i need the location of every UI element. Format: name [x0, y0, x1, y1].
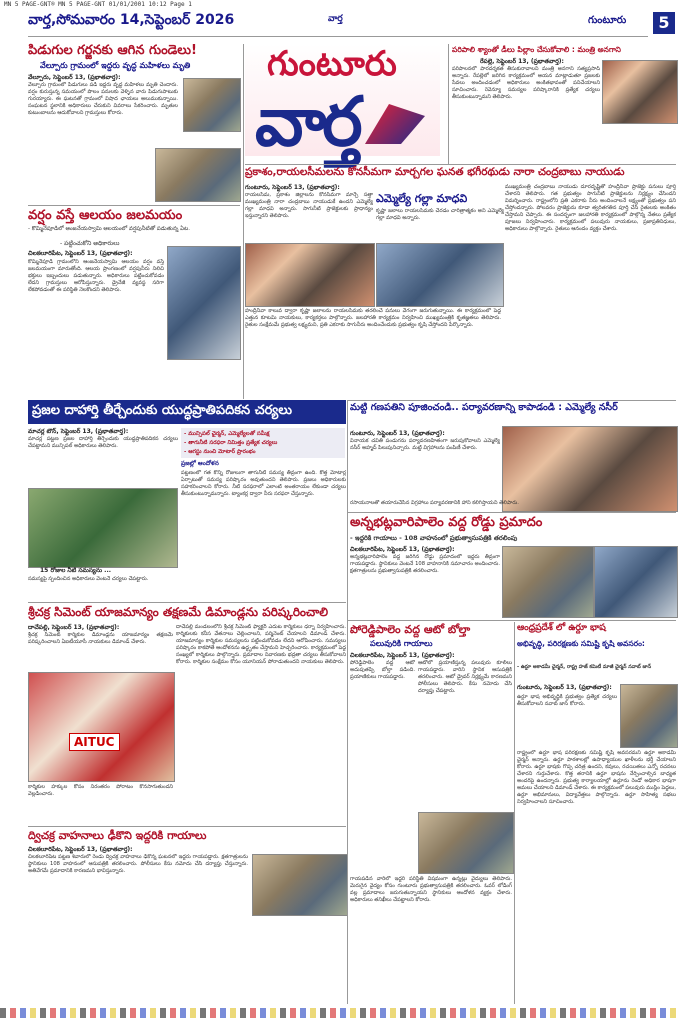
article-body: దాచేపల్లి మండలంలోని శ్రీచక్ర సిమెంట్ ఫ్యాక్టరీ ఎదుట కార్మికులు ధర్నా నిర్వహించారు. కార్మికులకు కనీస వేతనాలు చెల్లించాలని, పర్మినెంట్ చేయాలని డిమాండ్ చేశారు. యాజమాన్యం కార్మికుల సమస్యలను పట్టించుకోవడం లేదని ఆరోపించారు. సమస్యలు పరిష్కారం కాకపోతే ఆందోళనను ఉద్ధృతం చేస్తామని హెచ్చరించారు. కార్యక్రమంలో పెద్ద సంఖ్యలో కార్మికులు పాల్గొన్నారు. ప్రమాదాల నివారణకు భద్రతా చర్యలు తీసుకోవాలని కోరారు. కార్మికుల సంక్షేమం కోసం యూనియన్ పోరాడుతుందని నాయకులు తెలిపారు.	[176, 624, 346, 666]
subheadline: పలువురికి గాయాలు	[370, 639, 433, 648]
article-body: పట్టణంలో గత కొన్ని రోజులుగా తాగునీటి సమస్య తీవ్రంగా ఉంది. కొత్త మోటార్ల ఏర్పాటుతో సమస్య పరిష్కారం అవుతుందని తెలిపారు. ప్రజలు అధికారులకు సహకరించాలని కోరారు. నీటి సరఫరాలో ఎలాంటి అంతరాయం లేకుండా చర్యలు తీసుకుంటున్నామన్నారు. ట్యాంకర్ల ద్వారా నీరు సరఫరా చేస్తున్నారు.	[181, 470, 346, 498]
section-rule	[348, 620, 676, 621]
article-body: ఉర్దూ భాష అభివృద్ధికి ప్రభుత్వం ప్రత్యేక చర్యలు తీసుకోవాలని నవాబ్ జాన్ కోరారు.	[517, 694, 617, 708]
page-number: 5	[653, 12, 675, 34]
article-body: కార్మికుల హక్కుల కోసం నిరంతరం పోరాటం కొనసాగుతుందని వెల్లడించారు.	[28, 784, 173, 798]
news-photo	[245, 243, 375, 307]
dateline: మాచర్ల టౌన్, సెప్టెంబర్ 13, (ప్రభాతవార్త):	[28, 428, 129, 435]
dateline: గుంటూరు, సెప్టెంబర్ 13, (ప్రభాతవార్త):	[517, 684, 612, 691]
date-bar	[28, 12, 670, 37]
protest-banner: AITUC	[69, 733, 120, 751]
masthead	[245, 44, 440, 162]
headline: ద్విచక్ర వాహనాలు ఢీకొని ఇద్దరికి గాయాలు	[28, 829, 207, 842]
headline: పరిపాలి శ్యాంతో డీలు పిల్లాం చేసుకోవాలి : మంత్రి అనగాని	[452, 45, 621, 54]
news-photo	[252, 854, 348, 916]
headline: పోరెడ్డిపాలెం వద్ద ఆటో బోల్తా	[350, 623, 471, 636]
dateline: చిలకలూరిపేట, సెప్టెంబర్ 13, (ప్రభాతవార్త):	[28, 250, 133, 257]
section-rule	[28, 205, 240, 206]
headline: ఆంధ్రప్రదేశ్ లో ఉర్దూ భాష	[517, 623, 606, 633]
news-photo	[28, 672, 175, 782]
headline-banner	[28, 400, 346, 424]
subheadline: వేల్పూరు గ్రామంలో ఇద్దరు వృద్ధ మహిళలు మృతి	[40, 61, 191, 70]
column-divider	[243, 44, 244, 399]
article-body: కృష్ణా జలాలు రాయలసీమకు చేరడం చారిత్రాత్మకం అని ఎమ్మెల్యే గల్లా మాధవి అన్నారు.	[376, 208, 504, 222]
article-body: శ్రీచక్ర సిమెంట్ కార్మికుల డిమాండ్లను యాజమాన్యం తక్షణమే పరిష్కరించాలని ఏఐటీయూసీ నాయకులు డిమాండ్ చేశారు.	[28, 632, 173, 646]
dateline: వేల్పూరు, సెప్టెంబర్ 13, (ప్రభాతవార్త):	[28, 74, 121, 81]
headline: వర్షం వస్తే ఆలయం జలమయం	[28, 208, 183, 223]
headline: మట్టి గణపతిని పూజించండి.. పర్యావరణాన్ని కాపాడండి : ఎమ్మెల్యే నసీర్	[350, 402, 618, 413]
headline: ప్రజల దాహార్తి తీర్చేందుకు యుద్ధప్రాతిపదికన చర్యలు	[32, 403, 292, 418]
news-photo	[376, 243, 504, 307]
article-body: సమస్యపై స్పందించిన అధికారులు వెంటనే చర్యలు చేపట్టారు.	[28, 576, 149, 582]
column-divider	[514, 622, 515, 1004]
column-divider	[448, 44, 449, 164]
article-body: రాష్ట్రంలో ఉర్దూ భాష పరిరక్షణకు సమిష్టి కృషి అవసరమని ఉర్దూ అకాడమీ ఛైర్మన్ అన్నారు. ఉర్దూ పాఠశాలల్లో ఉపాధ్యాయుల ఖాళీలను భర్తీ చేయాలని కోరారు. ఉర్దూ భాషకు గొప్ప చరిత్ర ఉందని, కవులు, రచయితలు ఎన్నో రచనలు చేశారని గుర్తుచేశారు. కొత్త తరానికి ఉర్దూ భాషను నేర్పించాల్సిన బాధ్యత అందరిపై ఉందన్నారు. ప్రభుత్వ కార్యాలయాల్లో ఉర్దూను రెండో అధికార భాషగా అమలు చేయాలని డిమాండ్ చేశారు. ఈ కార్యక్రమంలో పలువురు ముస్లిం పెద్దలు, ఉర్దూ అభిమానులు, విద్యావేత్తలు పాల్గొన్నారు. ఉర్దూ సాహిత్య సభలు నిర్వహించాలని సూచించారు.	[517, 750, 676, 806]
masthead-title: గుంటూరు	[267, 44, 397, 84]
article-body: ఆటోలో ప్రయాణిస్తున్న పలువురు కూలీలు గాయపడ్డారు. వారిని స్థానిక ఆసుపత్రికి తరలించారు. ఆటో డ్రైవర్ నిర్లక్ష్యమే కారణమని పోలీసులు తెలిపారు. కేసు నమోదు చేసి దర్యాప్తు చేపట్టారు.	[418, 660, 512, 695]
kicker: - ఉర్దూ అకాడమీ ఛైర్మన్, రాష్ట్ర హజ్ కమిటీ మాజీ ఛైర్మన్ నవాబ్ జాన్	[517, 664, 652, 670]
section-rule	[348, 512, 676, 513]
subhead: ప్రజల్లో ఆందోళన	[181, 460, 219, 467]
article-body: గాయపడిన వారిలో ఇద్దరి పరిస్థితి విషమంగా ఉన్నట్లు వైద్యులు తెలిపారు. మెరుగైన వైద్యం కోసం గుంటూరు ప్రభుత్వాసుపత్రికి తరలించారు. ఓవర్ లోడింగ్ వల్ల ప్రమాదాలు జరుగుతున్నాయని స్థానికులు ఆందోళన వ్యక్తం చేశారు. అధికారులు తనిఖీలు చేపట్టాలని కోరారు.	[350, 876, 512, 904]
article-body: రాయలసీమ, ప్రకాశం జిల్లాలను కోనసీమగా మార్చే సత్తా ముఖ్యమంత్రి నారా చంద్రబాబు నాయుడుకే ఉందని ఎమ్మెల్యే గల్లా మాధవి అన్నారు. సాగునీటి ప్రాజెక్టులకు ప్రాధాన్యం ఇస్తున్నారని తెలిపారు.	[245, 192, 373, 220]
article-body: ముఖ్యమంత్రి చంద్రబాబు నాయుడు దూరదృష్టితో హంద్రీనీవా ప్రాజెక్టు పనులు పూర్తి చేశారని తెలిపారు. గత ప్రభుత్వం సాగునీటి ప్రాజెక్టులను నిర్లక్ష్యం చేసిందని విమర్శించారు. రాష్ట్రంలోని ప్రతి ఎకరాకు నీరు అందించాలనే లక్ష్యంతో ప్రభుత్వం పని చేస్తోందన్నారు. పోలవరం ప్రాజెక్టును కూడా త్వరితగతిన పూర్తి చేసి రైతులకు అంకితం చేస్తామని చెప్పారు. ఈ సందర్భంగా జలహారతి కార్యక్రమంలో పాల్గొన్న నేతలు ప్రత్యేక పూజలు నిర్వహించారు. కార్యక్రమంలో పలువురు నాయకులు, ప్రజాప్రతినిధులు, అధికారులు పాల్గొన్నారు. రైతులు ఆనందం వ్యక్తం చేశారు.	[505, 184, 676, 233]
news-photo	[418, 812, 514, 874]
news-photo	[183, 78, 241, 132]
subheadline: - కొమ్మినేపూడిలో ఆంజనేయస్వామి ఆలయంలో వర్షపునీటితో పడుతున్న ఏట.	[28, 226, 191, 232]
kicker: - పట్టించుకోని అధికారులు	[60, 240, 120, 247]
dateline: చిలకలూరిపేట, సెప్టెంబర్ 13, (ప్రభాతవార్త):	[350, 546, 455, 553]
section-rule	[245, 164, 676, 165]
news-photo	[167, 246, 241, 360]
headline: పిడుగుల గర్జనకు ఆగిన గుండెలు!	[28, 43, 197, 58]
issue-date: వార్త,సోమవారం 14,సెప్టెంబర్ 2026	[28, 12, 235, 28]
print-registration-strip	[0, 1008, 679, 1018]
section-rule	[28, 826, 346, 827]
dateline: చిలకలూరిపేట, సెప్టెంబర్ 13, (ప్రభాతవార్త):	[28, 846, 133, 853]
article-body: వేల్పూరు గ్రామంలో పిడుగులు పడి ఇద్దరు వృద్ధ మహిళలు మృతి చెందారు. వర్షం కురుస్తున్న సమయంలో పొలం పనులకు వెళ్ళిన వారు పిడుగుపాటుకు గురయ్యారు. ఈ ఘటనతో గ్రామంలో విషాద ఛాయలు అలుముకున్నాయి. సంఘటన స్థలానికి అధికారులు చేరుకుని వివరాలు సేకరించారు. మృతుల కుటుంబాలను ఆదుకోవాలని గ్రామస్తులు కోరారు.	[28, 82, 178, 117]
dateline: రేపల్లె, సెప్టెంబర్ 13, (ప్రభాతవార్త):	[480, 58, 564, 65]
highlight-item: - మున్సిపల్ ఛైర్మన్, ఎమ్మెల్యేలతో సమీక్ష	[184, 431, 270, 437]
headline: శ్రీచక్ర సిమెంట్ యాజమాన్యం తక్షణమే డిమాండ్లను పరిష్కరించాలి	[28, 605, 329, 619]
subheadline: - ఇద్దరికి గాయాలు - 108 వాహనంలో ప్రభుత్వాసుపత్రికి తరలింపు	[350, 534, 518, 542]
article-body: చిలకలూరిపేట పట్టణ శివారులో రెండు ద్విచక్ర వాహనాలు ఢీకొన్న ఘటనలో ఇద్దరు గాయపడ్డారు. క్షతగాత్రులను స్థానికులు 108 వాహనంలో ఆసుపత్రికి తరలించారు. పోలీసులు కేసు నమోదు చేసి దర్యాప్తు చేస్తున్నారు. అతివేగమే ప్రమాదానికి కారణమని భావిస్తున్నారు.	[28, 854, 248, 875]
print-slug: MN 5 PAGE-GNT® MN 5 PAGE-GNT 01/01/2001 10:12 Page 1	[4, 1, 192, 8]
article-body: మాచర్ల పట్టణ ప్రజల దాహార్తి తీర్చేందుకు యుద్ధప్రాతిపదికన చర్యలు చేపట్టామని మున్సిపల్ అధికారులు తెలిపారు.	[28, 436, 178, 450]
dateline: గుంటూరు, సెప్టెంబర్ 13, (ప్రభాతవార్త):	[350, 430, 445, 437]
headline: అన్నభట్లవారిపాలెం వద్ద రోడ్డు ప్రమాదం	[350, 515, 543, 530]
column-divider	[347, 400, 348, 1004]
section-rule	[348, 400, 676, 401]
article-body: హంద్రీనీవా కాలువ ద్వారా కృష్ణా జలాలను రాయలసీమకు తరలించే పనులు వేగంగా జరుగుతున్నాయి. ఈ కార్యక్రమంలో పెద్ద ఎత్తున కూటమి నాయకులు, కార్యకర్తలు పాల్గొన్నారు. జలహారతి కార్యక్రమం నిర్వహించి ముఖ్యమంత్రికి కృతజ్ఞతలు తెలిపారు. రైతుల సంక్షేమమే ప్రభుత్వ లక్ష్యమని, ప్రతి ఎకరాకు సాగునీరు అందించేందుకు ప్రభుత్వం కృషి చేస్తోందని పేర్కొన్నారు.	[245, 308, 501, 329]
dateline: చిలకలూరిపేట, సెప్టెంబర్ 13, (ప్రభాతవార్త):	[350, 652, 455, 659]
edition-city: గుంటూరు	[588, 15, 627, 26]
article-body: అన్నభట్లవారిపాలెం వద్ద జరిగిన రోడ్డు ప్రమాదంలో ఇద్దరు తీవ్రంగా గాయపడ్డారు. స్థానికులు వెంటనే 108 వాహనానికి సమాచారం అందించారు. క్షతగాత్రులను ప్రభుత్వాసుపత్రికి తరలించారు.	[350, 554, 500, 575]
brand-label: వార్త	[328, 14, 343, 24]
subheadline: అభివృద్ధి, పరిరక్షణకు సమిష్టి కృషి అవసరం:	[517, 639, 645, 648]
article-body: కొమ్మినేపూడి గ్రామంలోని ఆంజనేయస్వామి ఆలయం వర్షం వస్తే జలమయంగా మారుతోంది. ఆలయ ప్రాంగణంలో వర్షపునీరు నిలిచి భక్తులు ఇబ్బందులు పడుతున్నారు. అధికారులు పట్టించుకోవడం లేదని గ్రామస్తులు ఆరోపిస్తున్నారు. డ్రైనేజీ వ్యవస్థ సరిగా లేకపోవడంతో ఈ పరిస్థితి నెలకొందని తెలిపారు.	[28, 259, 164, 294]
photo-caption: 15 రోజుల నీటి సమస్యను ...	[40, 567, 112, 574]
news-photo	[594, 546, 678, 618]
article-body: పోరెడ్డిపాలెం వద్ద ఆటో అదుపుతప్పి బోల్తా పడింది. ప్రయాణికులు గాయపడ్డారు.	[350, 660, 415, 681]
article-body: రసాయనాలతో తయారుచేసిన విగ్రహాలు పర్యావరణానికి హాని కలిగిస్తాయని తెలిపారు.	[350, 500, 519, 506]
dateline: గుంటూరు, సెప్టెంబర్ 13, (ప్రభాతవార్త):	[245, 184, 340, 191]
section-rule	[28, 602, 346, 603]
brand-swoosh-icon	[365, 104, 425, 144]
news-photo	[502, 546, 594, 618]
news-photo	[620, 684, 678, 748]
article-body: వినాయక చవితి పండుగను పర్యావరణహితంగా జరుపుకోవాలని ఎమ్మెల్యే నసీర్ అహ్మద్ పిలుపునిచ్చారు. మట్టి విగ్రహాలను పంపిణీ చేశారు.	[350, 438, 500, 452]
highlights-box	[181, 428, 345, 458]
highlight-item: - ఆగస్టు నుంచి మోటార్ ప్రారంభం	[184, 449, 256, 455]
headline: ప్రకాశం,రాయలసీమలను కోనసీమగా మార్చగల ఘనత భగీరథుడు నారా చంద్రబాబు నాయుడు	[245, 166, 625, 178]
headline: ఎమ్మెల్యే గల్లా మాధవి	[376, 192, 468, 205]
highlight-item: - తాగునీటి సరఫరా నిమిత్తం ప్రత్యేక చర్యలు	[184, 440, 278, 446]
masthead-wordmark: వార్త	[255, 82, 359, 162]
article-body: పరిపాలనలో పారదర్శకత తీసుకురావాలని మంత్రి అనగాని సత్యప్రసాద్ అన్నారు. రేపల్లెలో జరిగిన కార్యక్రమంలో ఆయన మాట్లాడుతూ ప్రజలకు సేవలు అందించడంలో అధికారులు అంకితభావంతో పనిచేయాలని సూచించారు. రెవెన్యూ సమస్యల పరిష్కారానికి ప్రత్యేక చర్యలు తీసుకుంటున్నామని తెలిపారు.	[452, 66, 600, 101]
dateline: దాచేపల్లి, సెప్టెంబర్ 13, (ప్రభాతవార్త):	[28, 624, 120, 631]
news-photo	[28, 488, 178, 568]
news-photo	[602, 60, 678, 124]
